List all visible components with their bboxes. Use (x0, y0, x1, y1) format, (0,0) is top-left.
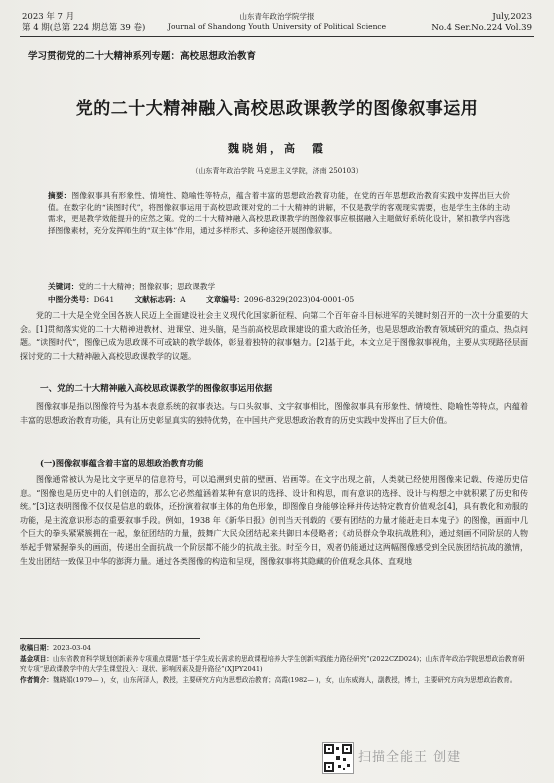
intro-paragraph (20, 309, 528, 363)
qr-code-icon (322, 742, 354, 774)
doc-code-label: 文献标志码： (134, 295, 181, 304)
article-title: 党的二十大精神融入高校思政课教学的图像叙事运用 (75, 99, 479, 119)
footnotes (20, 643, 528, 685)
doc-code: A (180, 295, 186, 304)
keywords-text: 党的二十大精神；图像叙事；思政课教学 (78, 282, 216, 291)
received-date: 收稿日期：2023-03-04 (20, 644, 91, 652)
section-heading-1: 一、党的二十大精神融入高校思政课教学的图像叙事运用依据 (40, 384, 273, 394)
header-divider (20, 36, 534, 37)
header-issue-en: No.4 Ser.No.224 Vol.39 (431, 23, 532, 33)
para1-text: 图像叙事是指以图像符号为基本表意系统的叙事表达。与口头叙事、文字叙事相比，图像叙事具有形象性、情境性、隐喻性等特点，内蕴着丰富的思想政治教育功能，具有让历史彰显真实的独特优势，在中国共产党思想政治教育的历史实践中发挥出了巨大价值。 (20, 402, 528, 425)
header-date: 2023 年 7 月 (22, 12, 75, 22)
author-bio: 作者简介：魏晓娟(1979— )，女，山东菏泽人，教授，主要研究方向为思想政治教育；高霞(1982— )，女，山东威海人，副教授，博士，主要研究方向为思想政治教育。 (20, 675, 517, 684)
subsection1-paragraph (20, 473, 528, 568)
journal-name-en: Journal of Shandong Youth University of Political Science (167, 22, 387, 31)
intro-text: 党的二十大是全党全国各族人民迈上全面建设社会主义现代化国家新征程、向第二个百年奋斗目标进军的关键时刻召开的一次十分重要的大会。[1]贯彻落实党的二十大精神进教材、进课堂、进头脑，是当前高校思政课建设的重大政治任务，也是思想政治教育领域研究的重点、热点问题。“读图时代”，图像已成为思政课不可或缺的教学载体，彰显着独特的叙事魅力。[2]基于此，本文立足于图像叙事视角，主要从实现路径层面探讨党的二十大精神融入高校思政课教学的议题。 (20, 311, 528, 361)
para2-text: 图像通常被认为是比文字更早的信息符号，可以追溯到史前的壁画、岩画等。在文字出现之前，人类就已经使用图像来记载、传递历史信息。“图像也是历史中的人们创造的，那么它必然蕴涵着某种有意识的选择、设计和构思，而有意识的选择、设计与构想之中就积累了历史和传统。”[3]这表明图像不仅仅是信息的载体，还扮演着叙事主体的角色形象，即图像自身能够诠释并传达特定教育价值观念[4]，具有教化和劝服的功能，是主流意识形态的重要叙事手段。例如，1938 年《新华日报》创刊当天刊载的《要有团结的力量才能赶走日本鬼子》的图像，画面中几个巨大的拳头紧紧簇拥在一起，象征团结的力量，鼓舞广大民众团结起来共御日本侵略者；《动员群众争取抗战胜利》，通过刻画不同阶层的人物举起手臂紧握拳头的画面，传递出全面抗战一个阶层都不能少的抗战主张。时至今日，观者仍能通过这两幅图像感受到全民族团结抗战的激情，生发出团结一致保卫中华的澎湃力量。通过各类图像的构造和呈现，图像叙事将其隐藏的价值观念具体、直观地 (20, 475, 528, 566)
subsection-heading-1: (一)图像叙事蕴含着丰富的思想政治教育功能 (40, 458, 204, 468)
section1-paragraph (20, 400, 528, 427)
abstract (48, 190, 510, 236)
keywords (48, 281, 215, 292)
clc-label: 中图分类号： (48, 295, 94, 304)
journal-name-cn: 山东青年政治学院学报 (239, 12, 315, 21)
keywords-label: 关键词： (48, 282, 79, 291)
special-topic: 学习贯彻党的二十大精神系列专题：高校思想政治教育 (28, 51, 257, 62)
header-journal-name (160, 12, 394, 32)
clc-code: D641 (93, 295, 115, 304)
abstract-text: 图像叙事具有形象性、情境性、隐喻性等特点，蕴含着丰富的思想政治教育功能，在党的百年思想政治教育实践中发挥出巨大价值。在数字化的“读图时代”，将图像叙事运用于高校思政课对党的二十大精神的讲解，不仅是教学的客观现实需要，也是学生主体的主动需求，更是教学效能提升的应然之策。党的二十大精神融入高校思政课教学的图像叙事应根据融入主题做好系统化设计，紧扣教学内容选择图像素材，充分发挥师生的“双主体”作用，通过多样形式、多种途径开展图像叙事。 (48, 191, 511, 235)
header-issue: 第 4 期(总第 224 期总第 39 卷) (22, 23, 146, 33)
article-no-label: 文章编号： (206, 295, 245, 304)
fund-info: 基金项目：山东省教育科学规划创新素养专项重点课题“基于学生成长需求的思政课程培养大学生创新实践能力路径研究”(2022CZD024)；山东青年政治学院思想政治教育研究专项“思政课教学中的大学生课堂投入：现状、影响因素及提升路径”(XJPY2041) (20, 654, 525, 674)
scanner-watermark: 扫描全能王 创建 (358, 750, 462, 765)
article-no: 2096-8329(2023)04-0001-05 (244, 295, 355, 304)
header-issue-info (22, 12, 145, 34)
author-affiliation: （山东青年政治学院 马克思主义学院，济南 250103） (191, 167, 363, 175)
abstract-label: 摘要： (48, 191, 72, 200)
footnote-divider (20, 638, 200, 639)
header-issue-info-en (431, 12, 532, 34)
article-authors: 魏晓娟，高 霞 (228, 142, 326, 155)
classification-line (48, 294, 354, 305)
header-date-en: July,2023 (492, 12, 532, 22)
